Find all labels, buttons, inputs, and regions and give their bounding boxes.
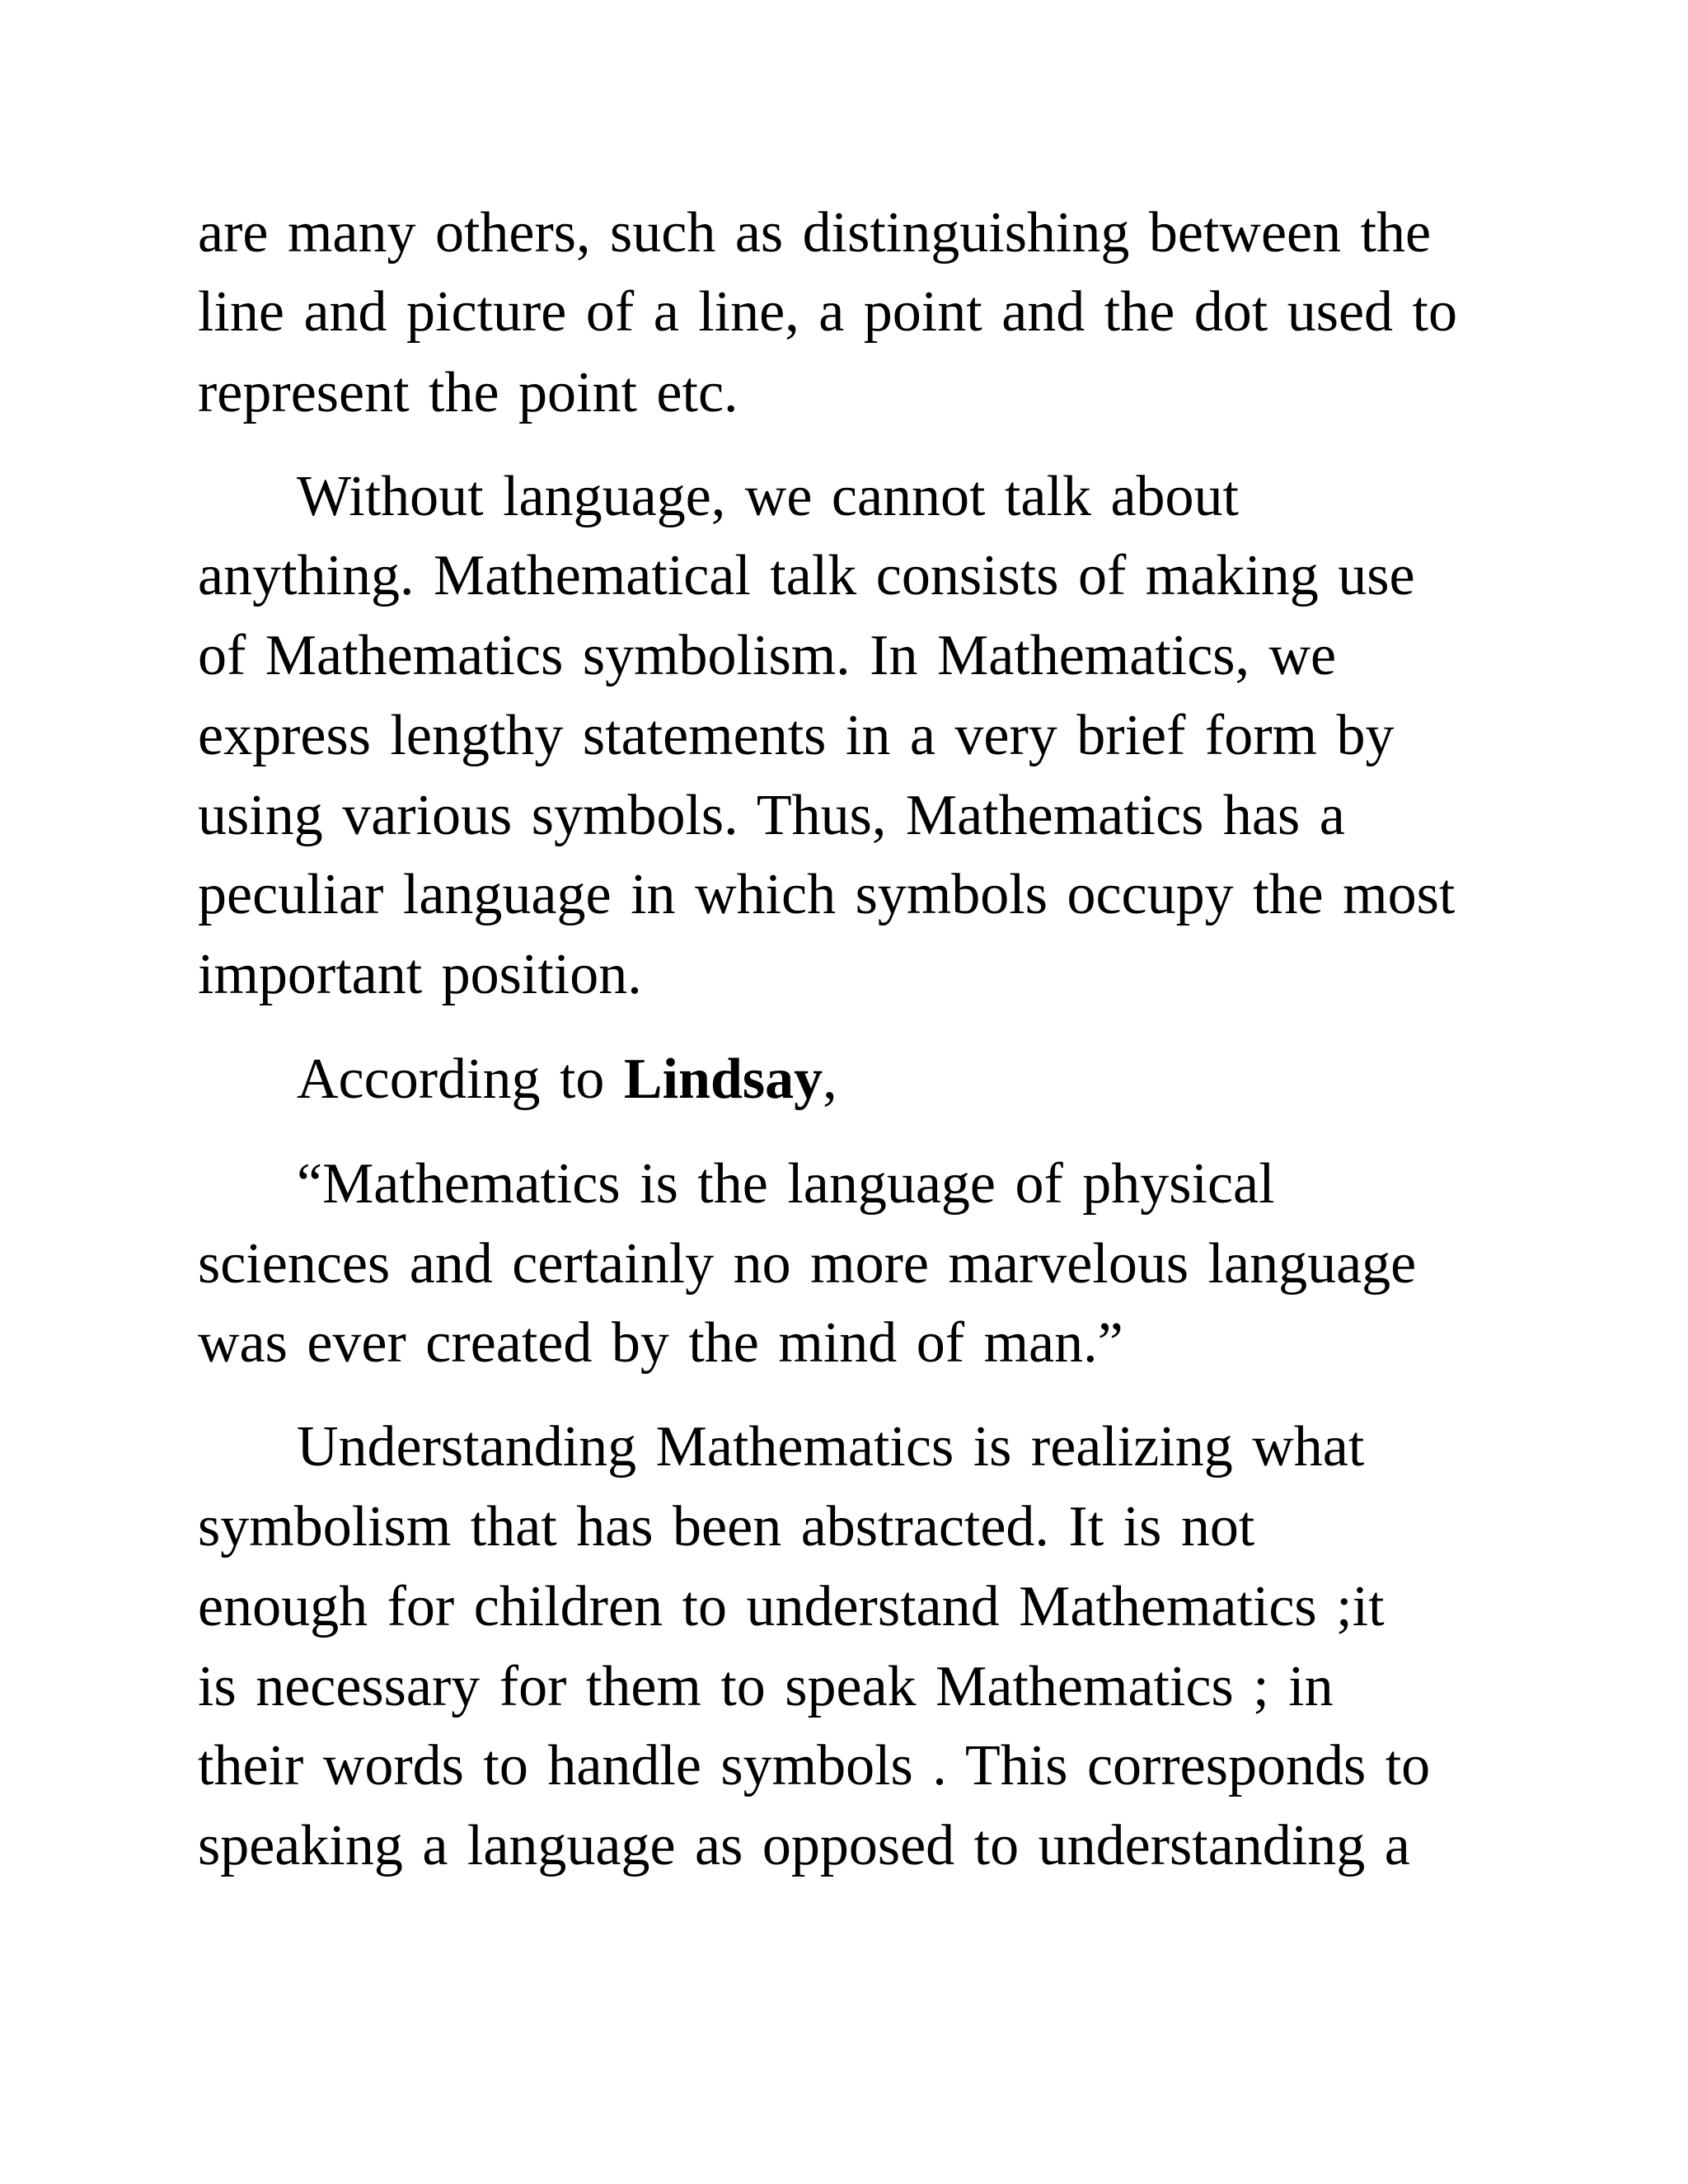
text-line: using various symbols. Thus, Mathematics has a — [198, 784, 1345, 847]
author-name: Lindsay — [623, 1047, 823, 1111]
text-line: are many others, such as distinguishing between the — [198, 201, 1432, 265]
text-line: represent the point etc. — [198, 361, 738, 424]
text-line: of Mathematics symbolism. In Mathematics, we — [198, 624, 1337, 687]
text-line: speaking a language as opposed to understanding a — [198, 1814, 1410, 1877]
text-line: their words to handle symbols . This corresponds to — [198, 1734, 1431, 1797]
text-line: symbolism that has been abstracted. It is not — [198, 1495, 1255, 1558]
attribution-line — [297, 1047, 837, 1113]
attribution-intro: According to — [297, 1047, 624, 1111]
text-line: Understanding Mathematics is realizing what — [297, 1415, 1365, 1479]
text-line: was ever created by the mind of man.” — [198, 1311, 1123, 1375]
text-line: “Mathematics is the language of physical — [297, 1152, 1275, 1216]
text-line: sciences and certainly no more marvelous language — [198, 1232, 1417, 1296]
text-line: is necessary for them to speak Mathematics ; in — [198, 1655, 1334, 1718]
text-line: express lengthy statements in a very brief form by — [198, 704, 1395, 767]
text-line: Without language, we cannot talk about — [297, 465, 1239, 528]
text-line: peculiar language in which symbols occupy the most — [198, 863, 1456, 926]
text-line: important position. — [198, 943, 642, 1006]
text-line: anything. Mathematical talk consists of making use — [198, 544, 1415, 607]
attribution-punctuation: , — [823, 1047, 837, 1111]
text-line: enough for children to understand Mathematics ;it — [198, 1575, 1385, 1638]
text-line: line and picture of a line, a point and the dot used to — [198, 280, 1457, 344]
